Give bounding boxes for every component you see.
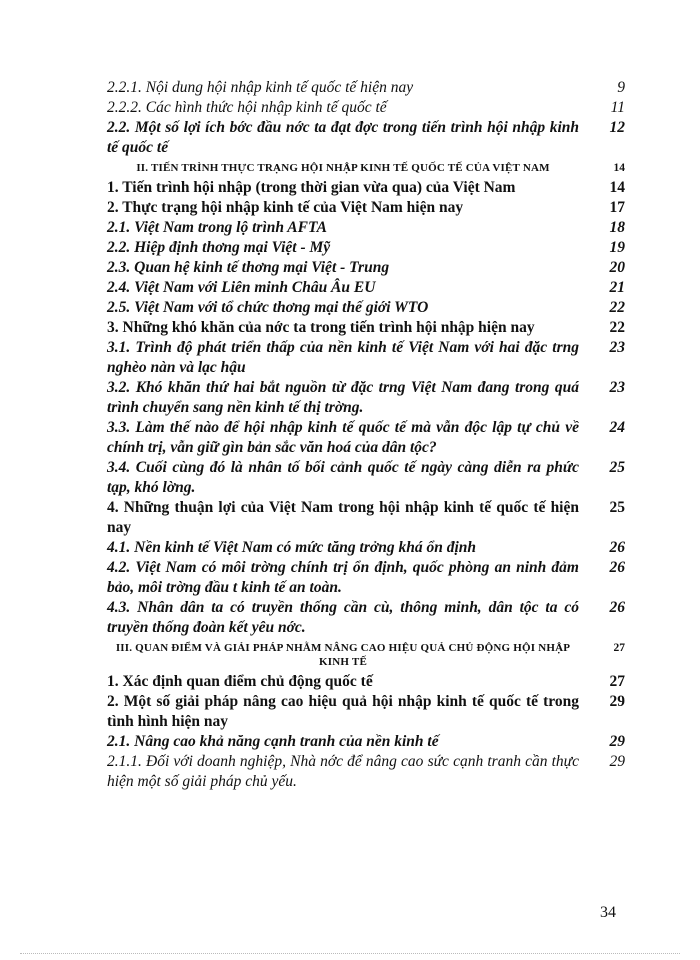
toc-entry-page: 27 <box>609 673 625 690</box>
toc-entry-title: 2.1. Nâng cao khả năng cạnh tranh của nền kinh tế <box>107 733 439 750</box>
toc-entry-title: 1. Xác định quan điểm chủ động quốc tế <box>107 673 373 690</box>
page-number: 34 <box>600 904 616 921</box>
toc-entry-page: 11 <box>610 99 625 116</box>
toc-entry <box>107 378 627 418</box>
toc-entry <box>107 558 627 598</box>
toc-entry-page: 29 <box>609 733 625 750</box>
toc-entry <box>107 258 627 278</box>
toc-entry <box>107 218 627 238</box>
toc-entry <box>107 318 627 338</box>
toc-entry-page: 24 <box>609 419 625 436</box>
toc-entry <box>107 338 627 378</box>
toc-entry <box>107 198 627 218</box>
toc-entry-title: 2.2. Một số lợi ích bớc đầu nớc ta đạt đợc trong tiến trình hội nhập kinh tế quốc tế <box>107 119 579 156</box>
toc-entry-page: 17 <box>609 199 625 216</box>
toc-entry <box>107 498 627 538</box>
toc-entry <box>107 752 627 792</box>
toc-entry-page: 18 <box>609 219 625 236</box>
toc-entry-page: 21 <box>609 279 625 296</box>
toc-entry-title: 3.4. Cuối cùng đó là nhân tố bối cảnh quốc tế ngày càng diễn ra phức tạp, khó lờng. <box>107 459 579 496</box>
toc-entry-title: 3.3. Làm thế nào để hội nhập kinh tế quốc tế mà vẫn độc lập tự chủ về chính trị, vẫn giữ gìn bản sắc văn hoá của dân tộc? <box>107 419 579 456</box>
toc-entry-page: 26 <box>609 539 625 556</box>
toc-entry-title: 2.1. Việt Nam trong lộ trình AFTA <box>107 219 327 236</box>
toc-entry <box>107 458 627 498</box>
toc-entry-title: 2. Một số giải pháp nâng cao hiệu quả hội nhập kinh tế quốc tế trong tình hình hiện nay <box>107 693 579 730</box>
toc-entry-page: 9 <box>617 79 625 96</box>
toc-entry-title: 4.3. Nhân dân ta có truyền thống cần cù, thông minh, dân tộc ta có truyền thống đoàn kết yêu nớc. <box>107 599 579 636</box>
toc-entry-page: 26 <box>609 559 625 576</box>
toc-entry-title: 2.2. Hiệp định thơng mại Việt - Mỹ <box>107 239 331 256</box>
toc-entry-title: 4.1. Nền kinh tế Việt Nam có mức tăng trởng khá ổn định <box>107 539 476 556</box>
toc-entry <box>107 238 627 258</box>
toc-entry-page: 22 <box>609 319 625 336</box>
toc-entry-title: 3.1. Trình độ phát triển thấp của nền kinh tế Việt Nam với hai đặc trng nghèo nàn và lạc hậu <box>107 339 579 376</box>
toc-entry <box>107 298 627 318</box>
toc-entry <box>107 178 627 198</box>
toc-entry-page: 25 <box>609 459 625 476</box>
toc-entry <box>107 118 627 158</box>
toc-entry <box>107 538 627 558</box>
toc-entry-page: 26 <box>609 599 625 616</box>
toc-entry-title: 2.3. Quan hệ kinh tế thơng mại Việt - Trung <box>107 259 390 276</box>
toc-entry <box>107 672 627 692</box>
toc-entry-title: II. TIẾN TRÌNH THỰC TRẠNG HỘI NHẬP KINH TẾ QUỐC TẾ CỦA VIỆT NAM <box>136 162 550 174</box>
toc-entry <box>107 638 627 672</box>
toc-entry-title: III. QUAN ĐIỂM VÀ GIẢI PHÁP NHẰM NÂNG CAO HIỆU QUẢ CHỦ ĐỘNG HỘI NHẬP KINH TẾ <box>115 642 571 668</box>
toc-entry-page: 19 <box>609 239 625 256</box>
toc-entry-page: 14 <box>609 179 625 196</box>
toc-entry-page: 29 <box>609 693 625 710</box>
toc-entry-page: 14 <box>613 162 625 174</box>
toc-entry-title: 4. Những thuận lợi của Việt Nam trong hội nhập kinh tế quốc tế hiện nay <box>107 499 579 536</box>
toc-entry <box>107 158 627 178</box>
toc-entry-title: 1. Tiến trình hội nhập (trong thời gian vừa qua) của Việt Nam <box>107 179 516 196</box>
toc-entry <box>107 732 627 752</box>
toc-entry-title: 2.5. Việt Nam với tổ chức thơng mại thế giới WTO <box>107 299 429 316</box>
toc-entry-title: 3. Những khó khăn của nớc ta trong tiến trình hội nhập hiện nay <box>107 319 535 336</box>
toc-entry-page: 12 <box>609 119 625 136</box>
toc-entry-page: 23 <box>609 379 625 396</box>
toc-entry-page: 27 <box>613 642 625 654</box>
toc-entry <box>107 418 627 458</box>
toc-entry-title: 3.2. Khó khăn thứ hai bắt nguồn từ đặc trng Việt Nam đang trong quá trình chuyển sang nền kinh tế thị trờng. <box>107 379 579 416</box>
toc-entry-page: 20 <box>609 259 625 276</box>
toc-entry-title: 2.2.2. Các hình thức hội nhập kinh tế quốc tế <box>107 99 387 116</box>
toc-entry-title: 2.1.1. Đối với doanh nghiệp, Nhà nớc để nâng cao sức cạnh tranh cần thực hiện một số giải pháp chủ yếu. <box>107 753 579 790</box>
toc-entry-page: 25 <box>609 499 625 516</box>
toc-entry-title: 2.4. Việt Nam với Liên minh Châu Âu EU <box>107 279 376 296</box>
table-of-contents <box>107 78 627 792</box>
toc-entry-title: 2. Thực trạng hội nhập kinh tế của Việt Nam hiện nay <box>107 199 464 216</box>
toc-entry <box>107 692 627 732</box>
toc-entry-page: 22 <box>609 299 625 316</box>
toc-entry-title: 2.2.1. Nội dung hội nhập kinh tế quốc tế hiện nay <box>107 79 414 96</box>
page-bottom-divider <box>20 953 680 954</box>
toc-entry <box>107 278 627 298</box>
toc-entry <box>107 598 627 638</box>
toc-entry-page: 23 <box>609 339 625 356</box>
toc-entry-title: 4.2. Việt Nam có môi trờng chính trị ổn định, quốc phòng an ninh đảm bảo, môi trờng đầu t kinh tế an toàn. <box>107 559 579 596</box>
toc-entry <box>107 78 627 98</box>
toc-entry-page: 29 <box>609 753 625 770</box>
toc-entry <box>107 98 627 118</box>
